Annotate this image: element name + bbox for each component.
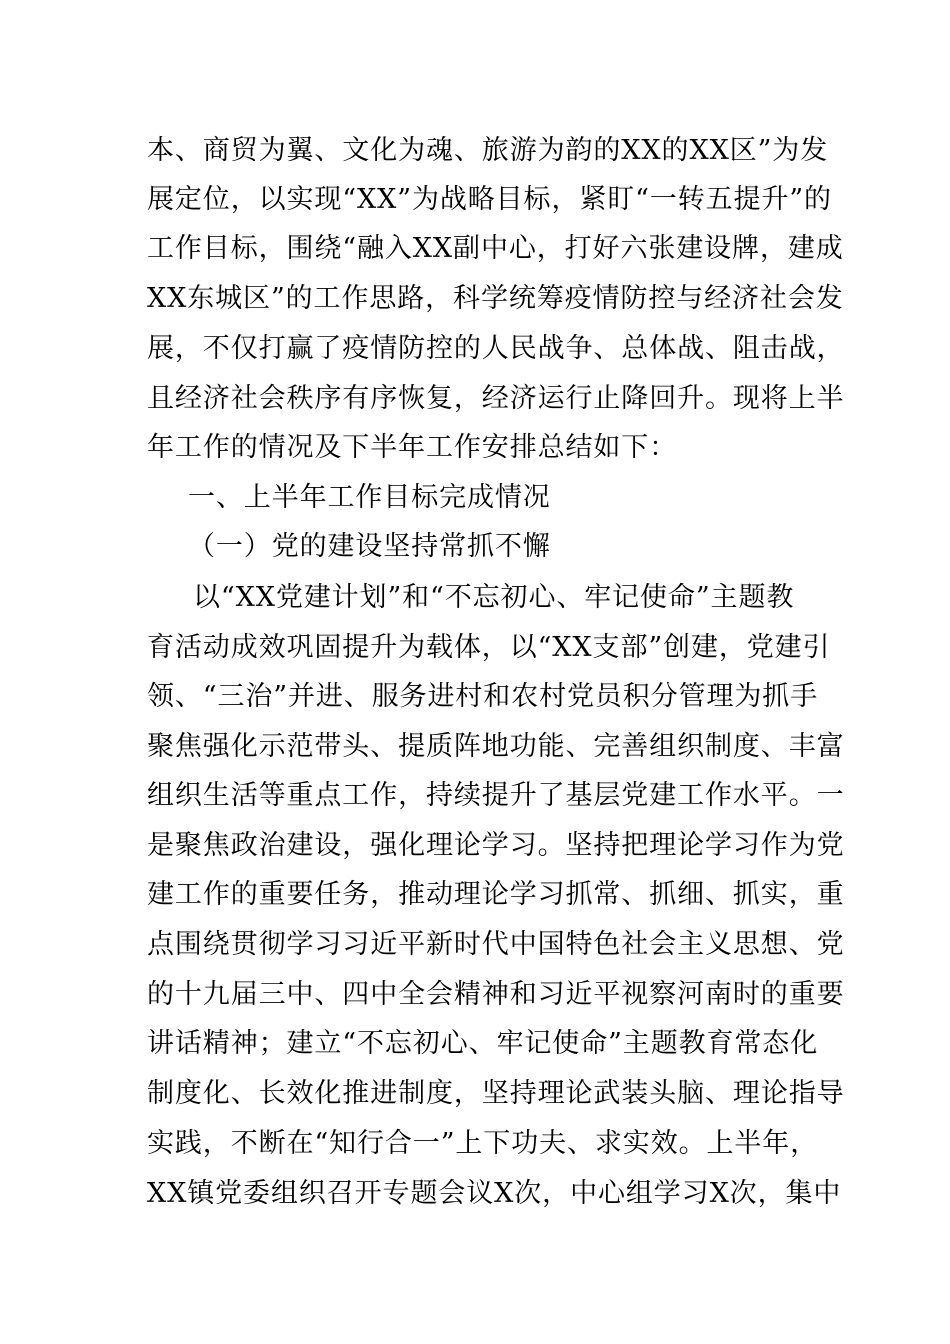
text-line: XX东城区”的工作思路，科学统筹疫情防控与经济社会发 [147, 283, 844, 314]
subsection-heading: （一）党的建设坚持常抓不懈 [188, 531, 551, 562]
text-line: 年工作的情况及下半年工作安排总结如下： [147, 432, 678, 463]
text-line: 点围绕贯彻学习习近平新时代中国特色社会主义思想、党 [147, 929, 845, 960]
text-line: XX镇党委组织召开专题会议X次，中心组学习X次，集中 [147, 1178, 842, 1209]
text-line: 展定位，以实现“XX”为战略目标，紧盯“一转五提升”的 [147, 184, 832, 215]
text-line: 实践，不断在“知行合一”上下功夫、求实效。上半年， [147, 1128, 819, 1159]
text-line: 建工作的重要任务，推动理论学习抓常、抓细、抓实，重 [147, 879, 845, 910]
text-line: 组织生活等重点工作，持续提升了基层党建工作水平。一 [147, 780, 845, 811]
text-line: 的十九届三中、四中全会精神和习近平视察河南时的重要 [147, 979, 845, 1010]
text-line: 育活动成效巩固提升为载体，以“XX支部”创建，党建引 [147, 632, 831, 663]
text-line: 制度化、长效化推进制度，坚持理论武装头脑、理论指导 [147, 1078, 845, 1109]
text-line: 本、商贸为翼、文化为魂、旅游为韵的XX的XX区”为发 [147, 135, 829, 166]
text-line: 展，不仅打赢了疫情防控的人民战争、总体战、阻击战， [147, 333, 845, 364]
text-line: 领、“三治”并进、服务进村和农村党员积分管理为抓手 [147, 681, 819, 712]
section-heading: 一、上半年工作目标完成情况 [188, 482, 551, 513]
text-line: 且经济社会秩序有序恢复，经济运行止降回升。现将上半 [147, 383, 845, 414]
text-line: 讲话精神；建立“不忘初心、牢记使命”主题教育常态化 [147, 1028, 819, 1059]
text-line: 是聚焦政治建设，强化理论学习。坚持把理论学习作为党 [147, 830, 845, 861]
text-line: 聚焦强化示范带头、提质阵地功能、完善组织制度、丰富 [147, 731, 845, 762]
paragraph-first-line: 以“XX党建计划”和“不忘初心、牢记使命”主题教 [193, 582, 795, 613]
text-line: 工作目标，围绕“融入XX副中心，打好六张建设牌，建成 [147, 233, 844, 264]
